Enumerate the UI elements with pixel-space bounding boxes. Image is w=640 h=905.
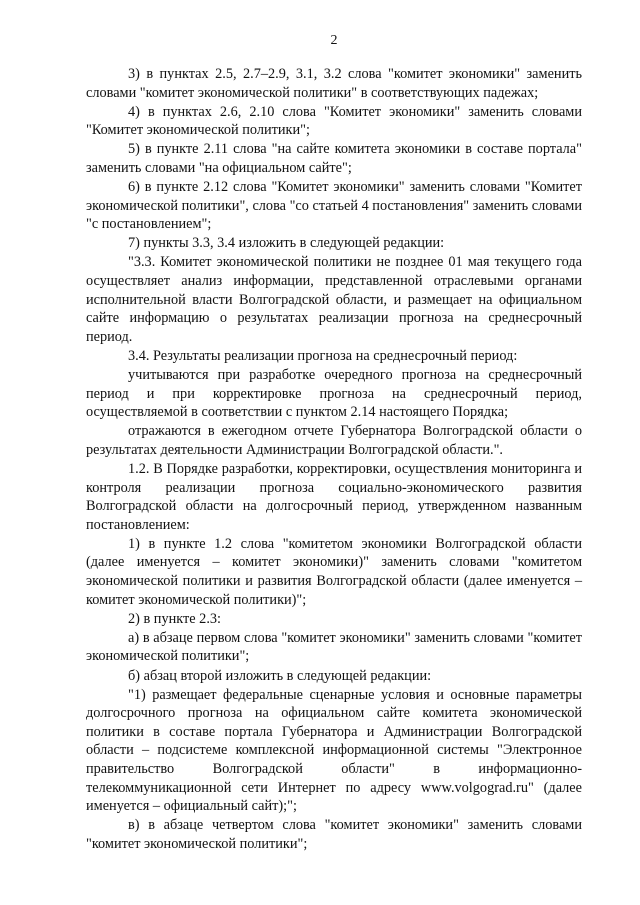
- paragraph: 6) в пункте 2.12 слова "Комитет экономики" заменить словами "Комитет экономической политики", слова "со статьей 4 постановления" заменить словами "с постановлением";: [86, 179, 582, 233]
- paragraph: учитываются при разработке очередного прогноза на среднесрочный период и при корректировке прогноза на среднесрочный период, осуществляемой в соответствии с пунктом 2.14 настоящего Порядка;: [86, 367, 582, 421]
- paragraph: 7) пункты 3.3, 3.4 изложить в следующей редакции:: [128, 235, 445, 252]
- paragraph: "3.3. Комитет экономической политики не позднее 01 мая текущего года осуществляет анализ информации, представленной отраслевыми органами исполнительной власти Волгоградской области, и размещает на официальном сайте информацию о результатах реализации прогноза на среднесрочный период.: [86, 254, 582, 345]
- paragraph: б) абзац второй изложить в следующей редакции:: [128, 667, 432, 684]
- paragraph: 1) в пункте 1.2 слова "комитетом экономики Волгоградской области (далее именуется – комитет экономики)" заменить словами "комитетом экономической политики и развития Волгоградской области (далее именуется – комитет экономической политики)";: [86, 535, 582, 608]
- paragraph: 2) в пункте 2.3:: [128, 610, 222, 627]
- paragraph: отражаются в ежегодном отчете Губернатора Волгоградской области о результатах деятельности Администрации Волгоградской области.".: [86, 423, 582, 458]
- document-body: [86, 65, 582, 853]
- paragraph: в) в абзаце четвертом слова "комитет экономики" заменить словами "комитет экономической политики";: [86, 817, 582, 852]
- paragraph: а) в абзаце первом слова "комитет экономики" заменить словами "комитет экономической политики";: [86, 629, 582, 665]
- paragraph: 4) в пунктах 2.6, 2.10 слова "Комитет экономики" заменить словами "Комитет экономической политики";: [86, 103, 582, 139]
- paragraph: 3) в пунктах 2.5, 2.7–2.9, 3.1, 3.2 слова "комитет экономики" заменить словами "комитет экономической политики" в соответствующих падежах;: [86, 66, 582, 101]
- paragraph: "1) размещает федеральные сценарные условия и основные параметры долгосрочного прогноза на официальном сайте комитета экономической политики в составе портала Губернатора и Администрации Волгоградской области – подсистеме комплексной информационной системы "Электронное правительство Волгоградской области" в информационно-телекоммуникационной сети Интернет по адресу www.volgograd.ru" (далее именуется – официальный сайт);";: [86, 686, 582, 815]
- paragraph: 5) в пункте 2.11 слова "на сайте комитета экономики в составе портала" заменить словами "на официальном сайте";: [86, 141, 582, 176]
- paragraph: 3.4. Результаты реализации прогноза на среднесрочный период:: [128, 347, 518, 364]
- page-number: 2: [330, 33, 338, 48]
- paragraph: 1.2. В Порядке разработки, корректировки, осуществления мониторинга и контроля реализации прогноза социально-экономического развития Волгоградской области на долгосрочный период, утвержденном названным постановлением:: [86, 460, 582, 533]
